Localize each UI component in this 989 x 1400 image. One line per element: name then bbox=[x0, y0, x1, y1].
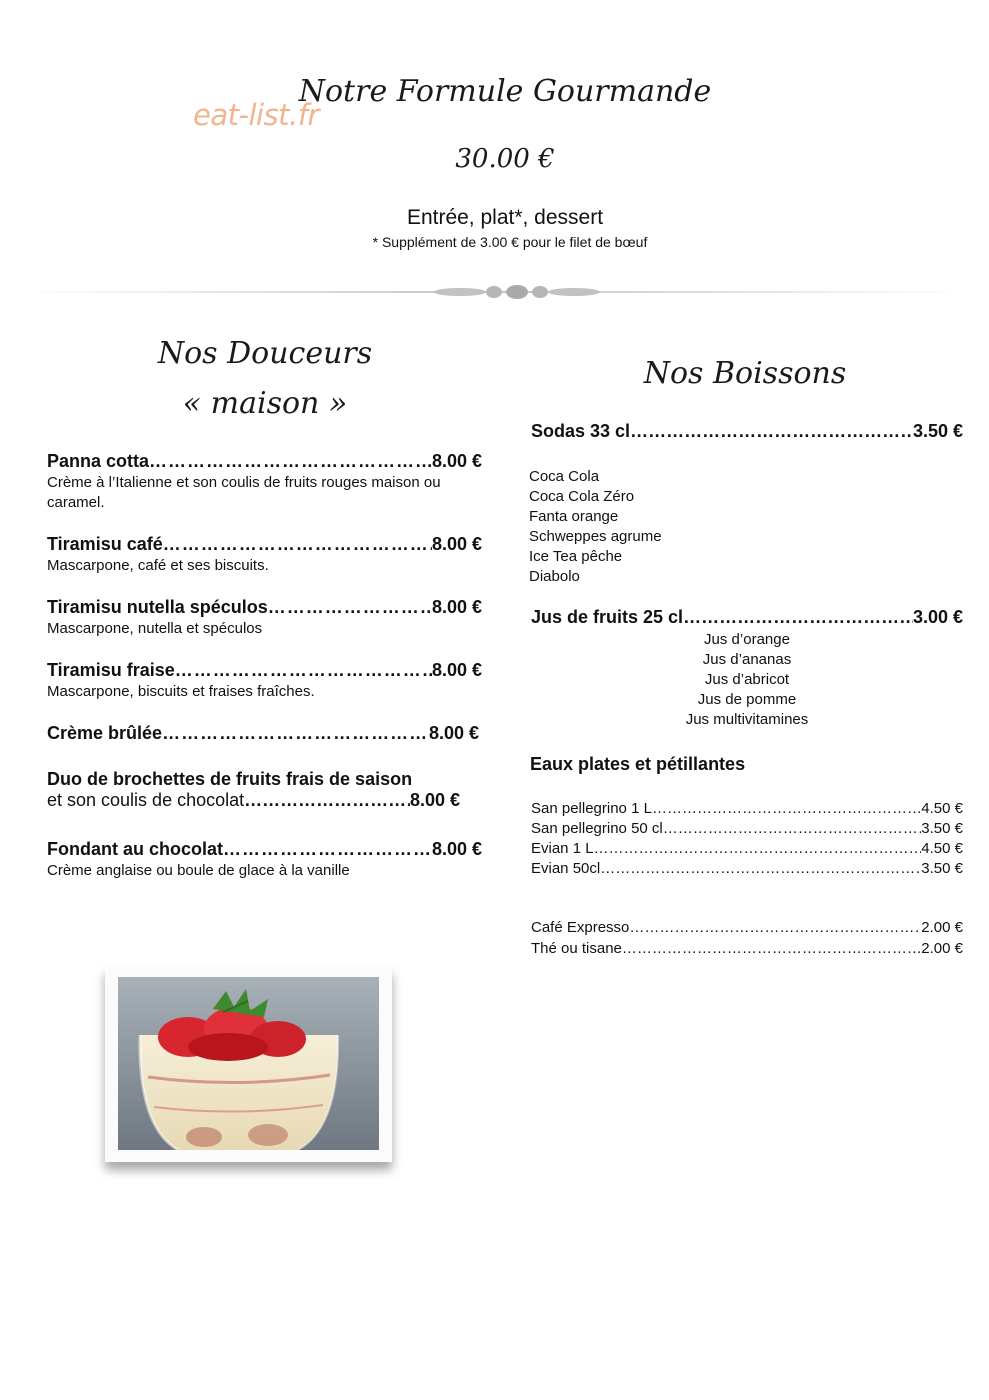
juices-list bbox=[632, 630, 862, 730]
item-price: 8.00 € bbox=[431, 534, 482, 554]
watermark: eat-list.fr bbox=[193, 98, 319, 132]
dessert-photo-frame bbox=[105, 966, 392, 1162]
item-name: Fondant au chocolat bbox=[47, 839, 224, 859]
menu-item bbox=[47, 839, 482, 881]
item-description: Mascarpone, café et ses biscuits. bbox=[47, 557, 269, 574]
item-name: Panna cotta bbox=[47, 451, 150, 471]
menu-item bbox=[47, 597, 482, 639]
item-name: San pellegrino 1 L bbox=[531, 800, 652, 817]
menu-item bbox=[47, 660, 482, 702]
drinks-title: Nos Boissons bbox=[643, 356, 847, 391]
desserts-subtitle: « maison » bbox=[182, 386, 348, 421]
item-price: 3.50 € bbox=[921, 860, 963, 877]
list-item: Jus d’abricot bbox=[704, 671, 790, 688]
formula-price: 30.00 € bbox=[455, 144, 555, 174]
item-name-line2: et son coulis de chocolat bbox=[47, 790, 245, 810]
item-price: 4.50 € bbox=[921, 840, 963, 857]
list-item: Jus multivitamines bbox=[685, 711, 809, 728]
item-name: Tiramisu café bbox=[47, 534, 163, 554]
item-price: 4.50 € bbox=[921, 800, 963, 817]
hot-drink-row bbox=[531, 919, 963, 936]
item-price: 8.00 € bbox=[431, 597, 482, 617]
menu-item bbox=[47, 769, 460, 811]
waters-title: Eaux plates et pétillantes bbox=[530, 754, 746, 774]
item-price: 8.00 € bbox=[428, 723, 479, 743]
item-price: 2.00 € bbox=[921, 919, 963, 936]
item-name: Evian 50cl bbox=[531, 860, 601, 877]
item-name: Duo de brochettes de fruits frais de saison bbox=[47, 769, 413, 789]
menu-item bbox=[47, 534, 482, 576]
list-item: Jus d’orange bbox=[704, 631, 790, 648]
hot-drink-row bbox=[531, 940, 963, 957]
list-item: Schweppes agrume bbox=[529, 528, 662, 545]
item-description: Crème à l’Italienne et son coulis de fruits rouges maison ou caramel. bbox=[47, 474, 441, 511]
item-name: Tiramisu nutella spéculos bbox=[47, 597, 268, 617]
juices-price: 3.00 € bbox=[912, 607, 963, 627]
water-row bbox=[531, 800, 963, 817]
juices-row bbox=[531, 607, 963, 628]
ornament-divider bbox=[24, 283, 966, 303]
water-row bbox=[531, 820, 963, 837]
item-name: Crème brûlée bbox=[47, 723, 163, 743]
menu-item bbox=[47, 723, 479, 744]
dessert-photo bbox=[118, 977, 379, 1150]
item-price: 8.00 € bbox=[409, 790, 460, 810]
item-name: Tiramisu fraise bbox=[47, 660, 175, 680]
list-item: Coca Cola Zéro bbox=[529, 488, 635, 505]
item-price: 2.00 € bbox=[921, 940, 963, 957]
item-name: Evian 1 L bbox=[531, 840, 594, 857]
item-description: Mascarpone, biscuits et fraises fraîches. bbox=[47, 683, 315, 700]
desserts-title: Nos Douceurs bbox=[157, 336, 373, 371]
list-item: Coca Cola bbox=[529, 468, 600, 485]
item-name: Thé ou tisane bbox=[531, 940, 622, 957]
item-price: 3.50 € bbox=[921, 820, 963, 837]
item-description: Mascarpone, nutella et spéculos bbox=[47, 620, 263, 637]
list-item: Jus d’ananas bbox=[702, 651, 792, 668]
menu-item bbox=[47, 451, 482, 513]
list-item: Ice Tea pêche bbox=[529, 548, 623, 565]
sodas-label: Sodas 33 cl bbox=[531, 421, 631, 441]
item-name: Café Expresso bbox=[531, 919, 630, 936]
list-item: Fanta orange bbox=[529, 508, 619, 525]
item-description: Crème anglaise ou boule de glace à la vanille bbox=[47, 862, 350, 879]
water-row bbox=[531, 840, 963, 857]
list-item: Diabolo bbox=[529, 568, 580, 585]
sodas-row bbox=[531, 421, 963, 442]
sodas-list bbox=[529, 467, 662, 587]
formula-title: Notre Formule Gourmande bbox=[298, 74, 712, 109]
item-price: 8.00 € bbox=[431, 839, 482, 859]
item-name: San pellegrino 50 cl bbox=[531, 820, 663, 837]
sodas-price: 3.50 € bbox=[912, 421, 963, 441]
formula-note: * Supplément de 3.00 € pour le filet de bœuf bbox=[372, 234, 648, 250]
item-price: 8.00 € bbox=[431, 451, 482, 471]
list-item: Jus de pomme bbox=[697, 691, 797, 708]
formula-description: Entrée, plat*, dessert bbox=[406, 206, 604, 229]
water-row bbox=[531, 860, 963, 877]
juices-label: Jus de fruits 25 cl bbox=[531, 607, 684, 627]
item-price: 8.00 € bbox=[431, 660, 482, 680]
